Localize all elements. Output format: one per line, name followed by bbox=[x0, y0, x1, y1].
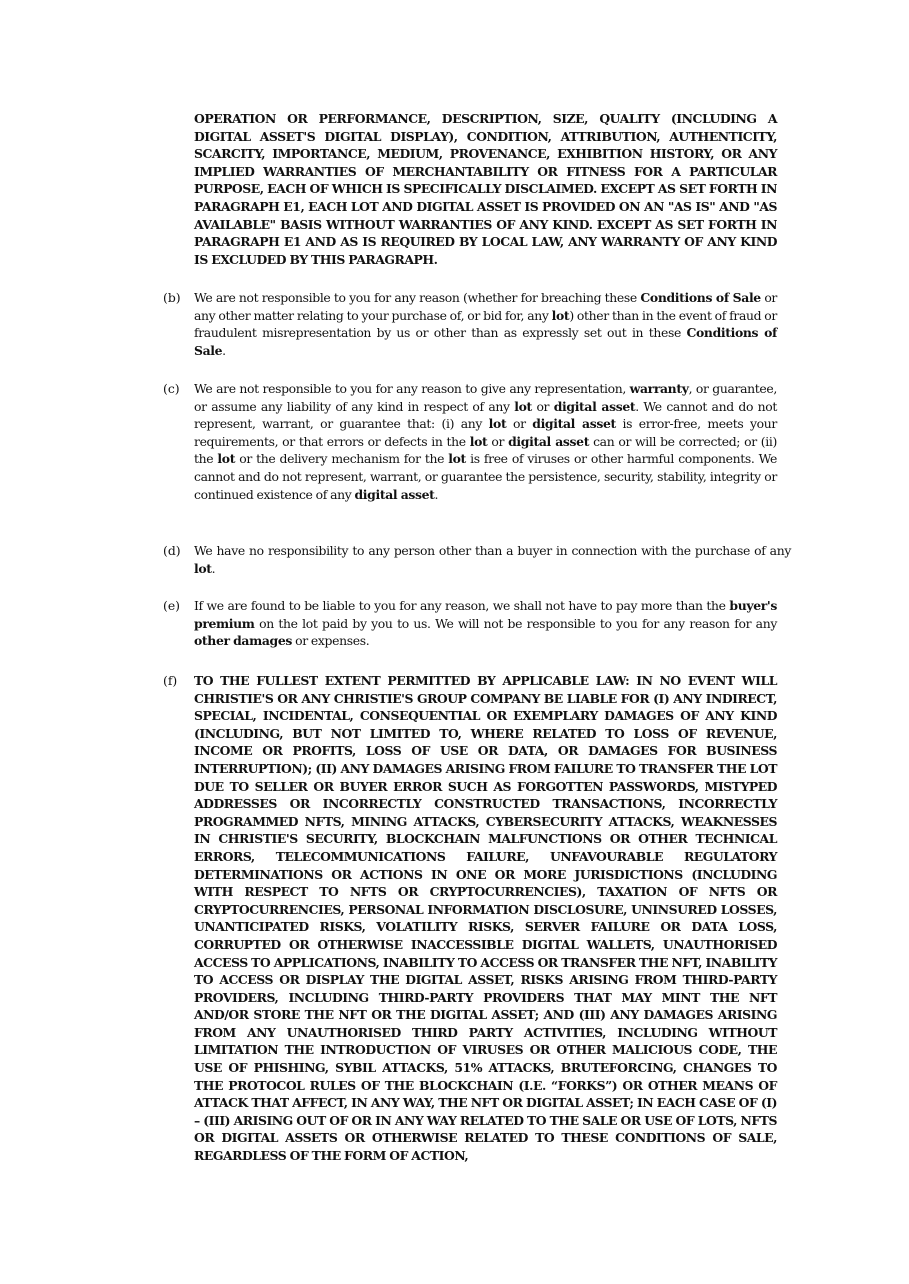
paragraph-f: TO THE FULLEST EXTENT PERMITTED BY APPLICABLE LAW: IN NO EVENT WILL CHRISTIE'S OR ANY CHRISTIE'S GROUP COMPANY BE LIABLE FOR (I) ANY INDIRECT, SPECIAL, INCIDENTAL, CONSEQUENTIAL OR EXEMPLARY DAMAGES OF ANY KIND (INCLUDING, BUT NOT LIMITED TO, WHERE RELATED TO LOSS OF REVENUE, INCOME OR PROFITS, LOSS OF USE OR DATA, OR DAMAGES FOR BUSINESS INTERRUPTION); (II) ANY DAMAGES ARISING FROM FAILURE TO TRANSFER THE LOT DUE TO SELLER OR BUYER ERROR SUCH AS FORGOTTEN PASSWORDS, MISTYPED ADDRESSES OR INCORRECTLY CONSTRUCTED TRANSACTIONS, INCORRECTLY PROGRAMMED NFTS, MINING ATTACKS, CYBERSECURITY ATTACKS, WEAKNESSES IN CHRISTIE'S SECURITY, BLOCKCHAIN MALFUNCTIONS OR OTHER TECHNICAL ERRORS, TELECOMMUNICATIONS FAILURE, UNFAVOURABLE REGULATORY DETERMINATIONS OR ACTIONS IN ONE OR MORE JURISDICTIONS (INCLUDING WITH RESPECT TO NFTS OR CRYPTOCURRENCIES), TAXATION OF NFTS OR CRYPTOCURRENCIES, PERSONAL INFORMATION DISCLOSURE, UNINSURED LOSSES, UNANTICIPATED RISKS, VOLATILITY RISKS, SERVER FAILURE OR DATA LOSS, CORRUPTED OR OTHERWISE INACCESSIBLE DIGITAL WALLETS, UNAUTHORISED ACCESS TO APPLICATIONS, INABILITY TO ACCESS OR TRANSFER THE NFT, INABILITY TO ACCESS OR DISPLAY THE DIGITAL ASSET, RISKS ARISING FROM THIRD-PARTY PROVIDERS, INCLUDING THIRD-PARTY PROVIDERS THAT MAY MINT THE NFT AND/OR STORE THE NFT OR THE DIGITAL ASSET; AND (III) ANY DAMAGES ARISING FROM ANY UNAUTHORISED THIRD PARTY ACTIVITIES, INCLUDING WITHOUT LIMITATION THE INTRODUCTION OF VIRUSES OR OTHER MALICIOUS CODE, THE USE OF PHISHING, SYBIL ATTACKS, 51% ATTACKS, BRUTEFORCING, CHANGES TO THE PROTOCOL RULES OF THE BLOCKCHAIN (I.E. “FORKS”) OR OTHER MEANS OF ATTACK THAT AFFECT, IN ANY WAY, THE NFT OR DIGITAL ASSET; IN EACH CASE OF (I) – (III) ARISING OUT OF OR IN ANY WAY RELATED TO THE SALE OR USE OF LOTS, NFTS OR DIGITAL ASSETS OR OTHERWISE RELATED TO THESE CONDITIONS OF SALE, REGARDLESS OF THE FORM OF ACTION, bbox=[194, 673, 777, 1164]
paragraph-b: We are not responsible to you for any reason (whether for breaching these Conditions of Sale or any other matter relating to your purchase of, or bid for, any lot) other than in the event of fraud or fraudulent misrepresentation by us or other than as expressly set out in these Conditions of Sale. bbox=[194, 290, 777, 358]
paragraph-d: We have no responsibility to any person other than a buyer in connection with the purchase of any lot. bbox=[194, 543, 791, 576]
paragraph-e-label: (e) bbox=[163, 598, 181, 613]
paragraph-warranty-disclaimer: OPERATION OR PERFORMANCE, DESCRIPTION, SIZE, QUALITY (INCLUDING A DIGITAL ASSET'S DIGITAL DISPLAY), CONDITION, ATTRIBUTION, AUTHENTICITY, SCARCITY, IMPORTANCE, MEDIUM, PROVENANCE, EXHIBITION HISTORY, OR ANY IMPLIED WARRANTIES OF MERCHANTABILITY OR FITNESS FOR A PARTICULAR PURPOSE, EACH OF WHICH IS SPECIFICALLY DISCLAIMED. EXCEPT AS SET FORTH IN PARAGRAPH E1, EACH LOT AND DIGITAL ASSET IS PROVIDED ON AN "AS IS" AND "AS AVAILABLE" BASIS WITHOUT WARRANTIES OF ANY KIND. EXCEPT AS SET FORTH IN PARAGRAPH E1 AND AS IS REQUIRED BY LOCAL LAW, ANY WARRANTY OF ANY KIND IS EXCLUDED BY THIS PARAGRAPH. bbox=[194, 111, 777, 267]
paragraph-c: We are not responsible to you for any reason to give any representation, warranty, or guarantee, or assume any liability of any kind in respect of any lot or digital asset. We cannot and do not represent, warrant, or guarantee that: (i) any lot or digital asset is error-free, meets your requirements, or that errors or defects in the lot or digital asset can or will be corrected; or (ii) the lot or the delivery mechanism for the lot is free of viruses or other harmful components. We cannot and do not represent, warrant, or guarantee the persistence, security, stability, integrity or continued existence of any digital asset. bbox=[194, 381, 777, 502]
paragraph-c-label: (c) bbox=[163, 381, 180, 396]
paragraph-b-label: (b) bbox=[163, 290, 181, 305]
paragraph-e: If we are found to be liable to you for any reason, we shall not have to pay more than the buyer's premium on the lot paid by you to us. We will not be responsible to you for any reason for any other damages or expenses. bbox=[194, 598, 777, 649]
paragraph-f-label: (f) bbox=[163, 673, 178, 688]
paragraph-d-label: (d) bbox=[163, 543, 181, 558]
